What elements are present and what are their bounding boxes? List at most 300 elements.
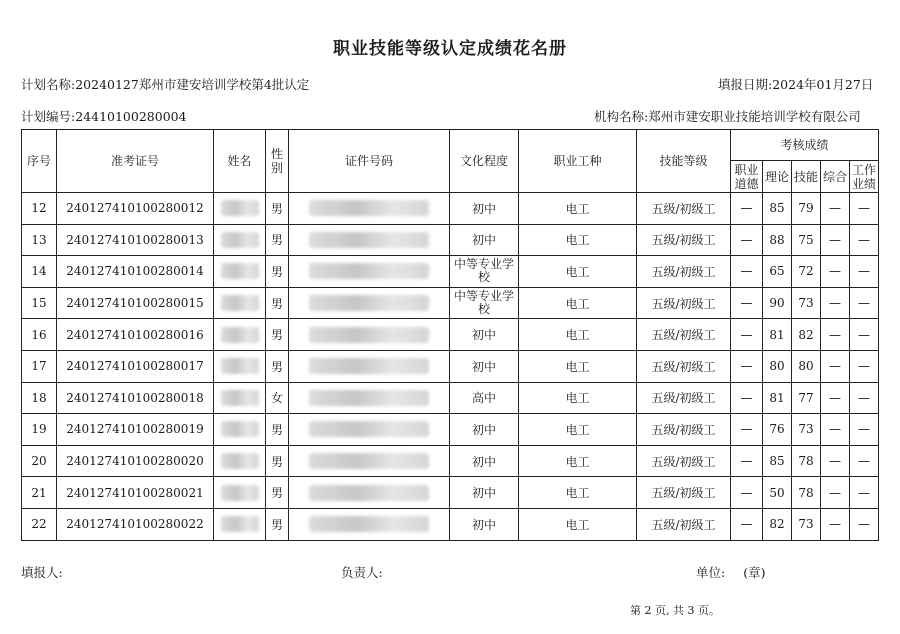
education-cell-text: 中等专业学 校 <box>453 289 514 317</box>
skill-score-cell-text: 72 <box>798 264 814 279</box>
gender-cell-text: 男 <box>270 296 283 311</box>
redacted-name <box>221 358 259 374</box>
score-roster-table <box>21 129 879 541</box>
name-cell <box>214 508 266 540</box>
id-no-cell <box>289 256 450 288</box>
education-cell-text: 初中 <box>471 201 496 216</box>
overall-score-cell-text: — <box>829 390 841 405</box>
education-cell <box>450 287 519 319</box>
seq-cell <box>22 256 57 288</box>
header-education: 文化程度 <box>450 130 519 193</box>
occupation-cell <box>519 287 637 319</box>
redacted-id-number <box>309 232 429 248</box>
name-cell <box>214 350 266 382</box>
organization <box>594 107 861 125</box>
skill-score-cell <box>792 287 821 319</box>
table-row <box>22 414 879 446</box>
occupation-cell <box>519 477 637 509</box>
seal-mark: (章) <box>743 565 766 580</box>
overall-score-cell-text: — <box>829 422 841 437</box>
redacted-name <box>221 327 259 343</box>
theory-score-cell-text: 80 <box>769 359 785 374</box>
id-no-cell <box>289 319 450 351</box>
skill-level-cell-text: 五级/初级工 <box>651 264 716 279</box>
occupation-cell-text: 电工 <box>565 264 590 279</box>
header-theory: 理论 <box>763 161 792 193</box>
ethics-score-cell-text: — <box>740 296 753 311</box>
gender-cell-text: 男 <box>270 328 283 343</box>
occupation-cell-text: 电工 <box>565 454 590 469</box>
occupation-cell-text: 电工 <box>565 359 590 374</box>
ethics-score-cell <box>731 445 763 477</box>
name-cell <box>214 287 266 319</box>
theory-score-cell-text: 50 <box>769 485 785 500</box>
skill-level-cell <box>637 477 731 509</box>
gender-cell <box>266 414 289 446</box>
seq-cell-text: 17 <box>31 359 47 374</box>
skill-score-cell <box>792 445 821 477</box>
work-score-cell <box>850 256 879 288</box>
exam-no-cell-text: 240127410100280020 <box>66 454 204 469</box>
occupation-cell-text: 电工 <box>565 517 590 532</box>
seq-cell <box>22 224 57 256</box>
skill-score-cell-text: 82 <box>798 327 814 342</box>
theory-score-cell <box>763 445 792 477</box>
skill-level-cell-text: 五级/初级工 <box>651 422 716 437</box>
overall-score-cell-text: — <box>829 264 841 279</box>
exam-no-cell-text: 240127410100280012 <box>66 201 204 216</box>
skill-level-cell <box>637 382 731 414</box>
plan-number-value: 24410100280004 <box>75 109 187 124</box>
skill-level-cell-text: 五级/初级工 <box>651 454 716 469</box>
theory-score-cell <box>763 287 792 319</box>
skill-level-cell-text: 五级/初级工 <box>651 233 716 248</box>
work-score-cell-text: — <box>858 517 871 532</box>
exam-no-cell-text: 240127410100280021 <box>66 485 204 500</box>
exam-no-cell <box>57 256 214 288</box>
work-score-cell <box>850 193 879 225</box>
gender-cell <box>266 477 289 509</box>
education-cell-text: 初中 <box>471 486 496 501</box>
overall-score-cell-text: — <box>829 201 841 216</box>
work-score-cell <box>850 287 879 319</box>
name-cell <box>214 224 266 256</box>
ethics-score-cell <box>731 477 763 509</box>
skill-level-cell <box>637 287 731 319</box>
name-cell <box>214 414 266 446</box>
ethics-score-cell <box>731 224 763 256</box>
education-cell-text: 初中 <box>471 233 496 248</box>
plan-name-value: 20240127郑州市建安培训学校第4批认定 <box>75 77 310 92</box>
theory-score-cell <box>763 319 792 351</box>
ethics-score-cell <box>731 350 763 382</box>
redacted-name <box>221 295 259 311</box>
ethics-score-cell-text: — <box>740 201 753 216</box>
id-no-cell <box>289 287 450 319</box>
skill-score-cell-text: 77 <box>798 390 814 405</box>
header-skill-level: 技能等级 <box>637 130 731 193</box>
header-name: 姓名 <box>214 130 266 193</box>
skill-level-cell <box>637 319 731 351</box>
education-cell <box>450 319 519 351</box>
theory-score-cell <box>763 224 792 256</box>
occupation-cell <box>519 382 637 414</box>
ethics-score-cell-text: — <box>740 264 753 279</box>
theory-score-cell-text: 85 <box>769 454 785 469</box>
occupation-cell-text: 电工 <box>565 233 590 248</box>
skill-level-cell-text: 五级/初级工 <box>651 296 716 311</box>
education-cell <box>450 193 519 225</box>
header-work <box>850 161 879 193</box>
header-skill: 技能 <box>792 161 821 193</box>
redacted-id-number <box>309 453 429 469</box>
seq-cell-text: 12 <box>31 201 47 216</box>
header-ethics <box>731 161 763 193</box>
exam-no-cell <box>57 414 214 446</box>
id-no-cell <box>289 224 450 256</box>
work-score-cell <box>850 382 879 414</box>
exam-no-cell-text: 240127410100280015 <box>66 296 204 311</box>
table-row <box>22 193 879 225</box>
organization-value: 郑州市建安职业技能培训学校有限公司 <box>648 109 861 124</box>
redacted-name <box>221 390 259 406</box>
overall-score-cell <box>821 350 850 382</box>
header-gender-text: 性别 <box>270 147 283 175</box>
ethics-score-cell <box>731 414 763 446</box>
skill-level-cell <box>637 350 731 382</box>
theory-score-cell-text: 82 <box>769 517 785 532</box>
table-row <box>22 445 879 477</box>
work-score-cell-text: — <box>858 232 871 247</box>
table-row <box>22 477 879 509</box>
education-cell-text: 初中 <box>471 328 496 343</box>
skill-level-cell <box>637 224 731 256</box>
education-cell <box>450 477 519 509</box>
theory-score-cell-text: 65 <box>769 264 785 279</box>
skill-level-cell-text: 五级/初级工 <box>651 391 716 406</box>
header-scores: 考核成绩 <box>731 130 879 161</box>
overall-score-cell-text: — <box>829 296 841 311</box>
overall-score-cell-text: — <box>829 485 841 500</box>
skill-score-cell <box>792 256 821 288</box>
skill-score-cell <box>792 224 821 256</box>
overall-score-cell <box>821 193 850 225</box>
skill-score-cell-text: 78 <box>798 454 814 469</box>
plan-name <box>21 75 309 93</box>
overall-score-cell-text: — <box>829 232 841 247</box>
seq-cell <box>22 414 57 446</box>
seq-cell <box>22 477 57 509</box>
work-score-cell <box>850 445 879 477</box>
exam-no-cell <box>57 287 214 319</box>
exam-no-cell <box>57 350 214 382</box>
exam-no-cell-text: 240127410100280022 <box>66 517 204 532</box>
id-no-cell <box>289 445 450 477</box>
occupation-cell <box>519 224 637 256</box>
seq-cell <box>22 350 57 382</box>
theory-score-cell <box>763 477 792 509</box>
ethics-score-cell <box>731 193 763 225</box>
work-score-cell-text: — <box>858 422 871 437</box>
gender-cell <box>266 445 289 477</box>
education-cell <box>450 350 519 382</box>
seq-cell-text: 20 <box>31 454 47 469</box>
theory-score-cell-text: 76 <box>769 422 785 437</box>
education-cell <box>450 414 519 446</box>
education-cell <box>450 445 519 477</box>
occupation-cell-text: 电工 <box>565 422 590 437</box>
organization-label: 机构名称: <box>594 109 649 124</box>
ethics-score-cell <box>731 287 763 319</box>
id-no-cell <box>289 350 450 382</box>
skill-score-cell <box>792 508 821 540</box>
header-exam-no: 准考证号 <box>57 130 214 193</box>
occupation-cell-text: 电工 <box>565 328 590 343</box>
education-cell <box>450 382 519 414</box>
page-indicator: 第 2 页, 共 3 页。 <box>630 604 720 617</box>
ethics-score-cell-text: — <box>740 390 753 405</box>
seq-cell-text: 19 <box>31 422 47 437</box>
skill-score-cell-text: 79 <box>798 201 814 216</box>
gender-cell <box>266 287 289 319</box>
work-score-cell <box>850 414 879 446</box>
ethics-score-cell <box>731 256 763 288</box>
skill-level-cell-text: 五级/初级工 <box>651 328 716 343</box>
exam-no-cell-text: 240127410100280013 <box>66 232 204 247</box>
redacted-id-number <box>309 327 429 343</box>
redacted-name <box>221 421 259 437</box>
exam-no-cell <box>57 224 214 256</box>
skill-level-cell <box>637 445 731 477</box>
exam-no-cell <box>57 319 214 351</box>
id-no-cell <box>289 508 450 540</box>
work-score-cell-text: — <box>858 201 871 216</box>
redacted-name <box>221 263 259 279</box>
work-score-cell-text: — <box>858 485 871 500</box>
roster-body <box>22 193 879 541</box>
header-work-text: 工作业绩 <box>852 162 877 191</box>
exam-no-cell <box>57 477 214 509</box>
overall-score-cell-text: — <box>829 327 841 342</box>
gender-cell-text: 男 <box>270 454 283 469</box>
work-score-cell-text: — <box>858 264 871 279</box>
education-cell <box>450 256 519 288</box>
skill-level-cell-text: 五级/初级工 <box>651 517 716 532</box>
header-gender <box>266 130 289 193</box>
gender-cell-text: 男 <box>270 359 283 374</box>
occupation-cell <box>519 508 637 540</box>
work-score-cell <box>850 508 879 540</box>
theory-score-cell <box>763 193 792 225</box>
unit-label: 单位: <box>696 565 726 580</box>
table-row <box>22 350 879 382</box>
gender-cell-text: 男 <box>270 201 283 216</box>
redacted-id-number <box>309 200 429 216</box>
header-id-no: 证件号码 <box>289 130 450 193</box>
education-cell-text: 初中 <box>471 517 496 532</box>
name-cell <box>214 256 266 288</box>
plan-name-label: 计划名称: <box>21 77 76 92</box>
gender-cell-text: 男 <box>270 233 283 248</box>
table-row <box>22 287 879 319</box>
occupation-cell <box>519 445 637 477</box>
gender-cell-text: 男 <box>270 486 283 501</box>
occupation-cell-text: 电工 <box>565 201 590 216</box>
overall-score-cell <box>821 508 850 540</box>
exam-no-cell <box>57 445 214 477</box>
redacted-id-number <box>309 485 429 501</box>
table-row <box>22 256 879 288</box>
education-cell-text: 高中 <box>471 391 496 406</box>
redacted-id-number <box>309 358 429 374</box>
work-score-cell <box>850 350 879 382</box>
table-row <box>22 224 879 256</box>
skill-score-cell <box>792 319 821 351</box>
theory-score-cell-text: 88 <box>769 232 785 247</box>
overall-score-cell <box>821 256 850 288</box>
gender-cell-text: 男 <box>270 517 283 532</box>
seq-cell <box>22 508 57 540</box>
overall-score-cell <box>821 477 850 509</box>
redacted-id-number <box>309 390 429 406</box>
exam-no-cell <box>57 508 214 540</box>
ethics-score-cell <box>731 382 763 414</box>
theory-score-cell <box>763 414 792 446</box>
exam-no-cell <box>57 382 214 414</box>
gender-cell <box>266 256 289 288</box>
name-cell <box>214 193 266 225</box>
skill-score-cell-text: 75 <box>798 232 814 247</box>
work-score-cell-text: — <box>858 359 871 374</box>
skill-level-cell-text: 五级/初级工 <box>651 486 716 501</box>
ethics-score-cell <box>731 319 763 351</box>
gender-cell-text: 女 <box>270 391 283 406</box>
overall-score-cell <box>821 287 850 319</box>
overall-score-cell-text: — <box>829 517 841 532</box>
ethics-score-cell-text: — <box>740 232 753 247</box>
seq-cell-text: 22 <box>31 517 47 532</box>
name-cell <box>214 477 266 509</box>
plan-number-label: 计划编号: <box>21 109 76 124</box>
theory-score-cell <box>763 350 792 382</box>
gender-cell <box>266 193 289 225</box>
seq-cell <box>22 382 57 414</box>
name-cell <box>214 319 266 351</box>
header-occupation: 职业工种 <box>519 130 637 193</box>
redacted-id-number <box>309 421 429 437</box>
work-score-cell <box>850 477 879 509</box>
theory-score-cell-text: 90 <box>769 296 785 311</box>
theory-score-cell <box>763 508 792 540</box>
exam-no-cell-text: 240127410100280016 <box>66 327 204 342</box>
seq-cell-text: 15 <box>31 296 47 311</box>
overall-score-cell <box>821 319 850 351</box>
skill-score-cell <box>792 414 821 446</box>
skill-level-cell <box>637 193 731 225</box>
theory-score-cell-text: 81 <box>769 327 785 342</box>
redacted-name <box>221 232 259 248</box>
fill-date <box>718 75 873 93</box>
skill-score-cell <box>792 193 821 225</box>
id-no-cell <box>289 193 450 225</box>
overall-score-cell <box>821 382 850 414</box>
ethics-score-cell-text: — <box>740 517 753 532</box>
id-no-cell <box>289 382 450 414</box>
gender-cell-text: 男 <box>270 264 283 279</box>
overall-score-cell-text: — <box>829 359 841 374</box>
ethics-score-cell-text: — <box>740 327 753 342</box>
exam-no-cell-text: 240127410100280019 <box>66 422 204 437</box>
theory-score-cell <box>763 382 792 414</box>
overall-score-cell <box>821 224 850 256</box>
header-ethics-text: 职业道德 <box>734 162 759 191</box>
id-no-cell <box>289 477 450 509</box>
overall-score-cell <box>821 445 850 477</box>
seq-cell <box>22 287 57 319</box>
ethics-score-cell-text: — <box>740 485 753 500</box>
responsible-label: 负责人: <box>341 565 383 580</box>
plan-number <box>21 107 187 125</box>
skill-score-cell <box>792 382 821 414</box>
ethics-score-cell-text: — <box>740 454 753 469</box>
id-no-cell <box>289 414 450 446</box>
seq-cell-text: 16 <box>31 327 47 342</box>
redacted-name <box>221 200 259 216</box>
occupation-cell <box>519 414 637 446</box>
occupation-cell-text: 电工 <box>565 296 590 311</box>
seq-cell <box>22 319 57 351</box>
skill-level-cell-text: 五级/初级工 <box>651 359 716 374</box>
work-score-cell <box>850 319 879 351</box>
gender-cell <box>266 382 289 414</box>
filler-label: 填报人: <box>21 565 63 580</box>
occupation-cell-text: 电工 <box>565 391 590 406</box>
skill-score-cell-text: 73 <box>798 296 814 311</box>
redacted-id-number <box>309 263 429 279</box>
exam-no-cell-text: 240127410100280018 <box>66 390 204 405</box>
name-cell <box>214 382 266 414</box>
ethics-score-cell-text: — <box>740 359 753 374</box>
redacted-name <box>221 453 259 469</box>
gender-cell <box>266 350 289 382</box>
skill-level-cell-text: 五级/初级工 <box>651 201 716 216</box>
fill-date-label: 填报日期: <box>718 77 773 92</box>
occupation-cell <box>519 319 637 351</box>
theory-score-cell-text: 81 <box>769 390 785 405</box>
gender-cell <box>266 508 289 540</box>
occupation-cell-text: 电工 <box>565 486 590 501</box>
occupation-cell <box>519 193 637 225</box>
occupation-cell <box>519 256 637 288</box>
gender-cell-text: 男 <box>270 422 283 437</box>
work-score-cell-text: — <box>858 296 871 311</box>
skill-level-cell <box>637 414 731 446</box>
education-cell-text: 中等专业学 校 <box>453 257 514 285</box>
table-row <box>22 382 879 414</box>
education-cell <box>450 224 519 256</box>
header-overall: 综合 <box>821 161 850 193</box>
skill-score-cell-text: 80 <box>798 359 814 374</box>
seq-cell-text: 13 <box>31 232 47 247</box>
ethics-score-cell-text: — <box>740 422 753 437</box>
redacted-name <box>221 485 259 501</box>
skill-score-cell-text: 73 <box>798 517 814 532</box>
seq-cell-text: 18 <box>31 390 47 405</box>
overall-score-cell <box>821 414 850 446</box>
theory-score-cell-text: 85 <box>769 201 785 216</box>
fill-date-value: 2024年01月27日 <box>772 77 874 92</box>
page-title: 职业技能等级认定成绩花名册 <box>333 39 567 59</box>
